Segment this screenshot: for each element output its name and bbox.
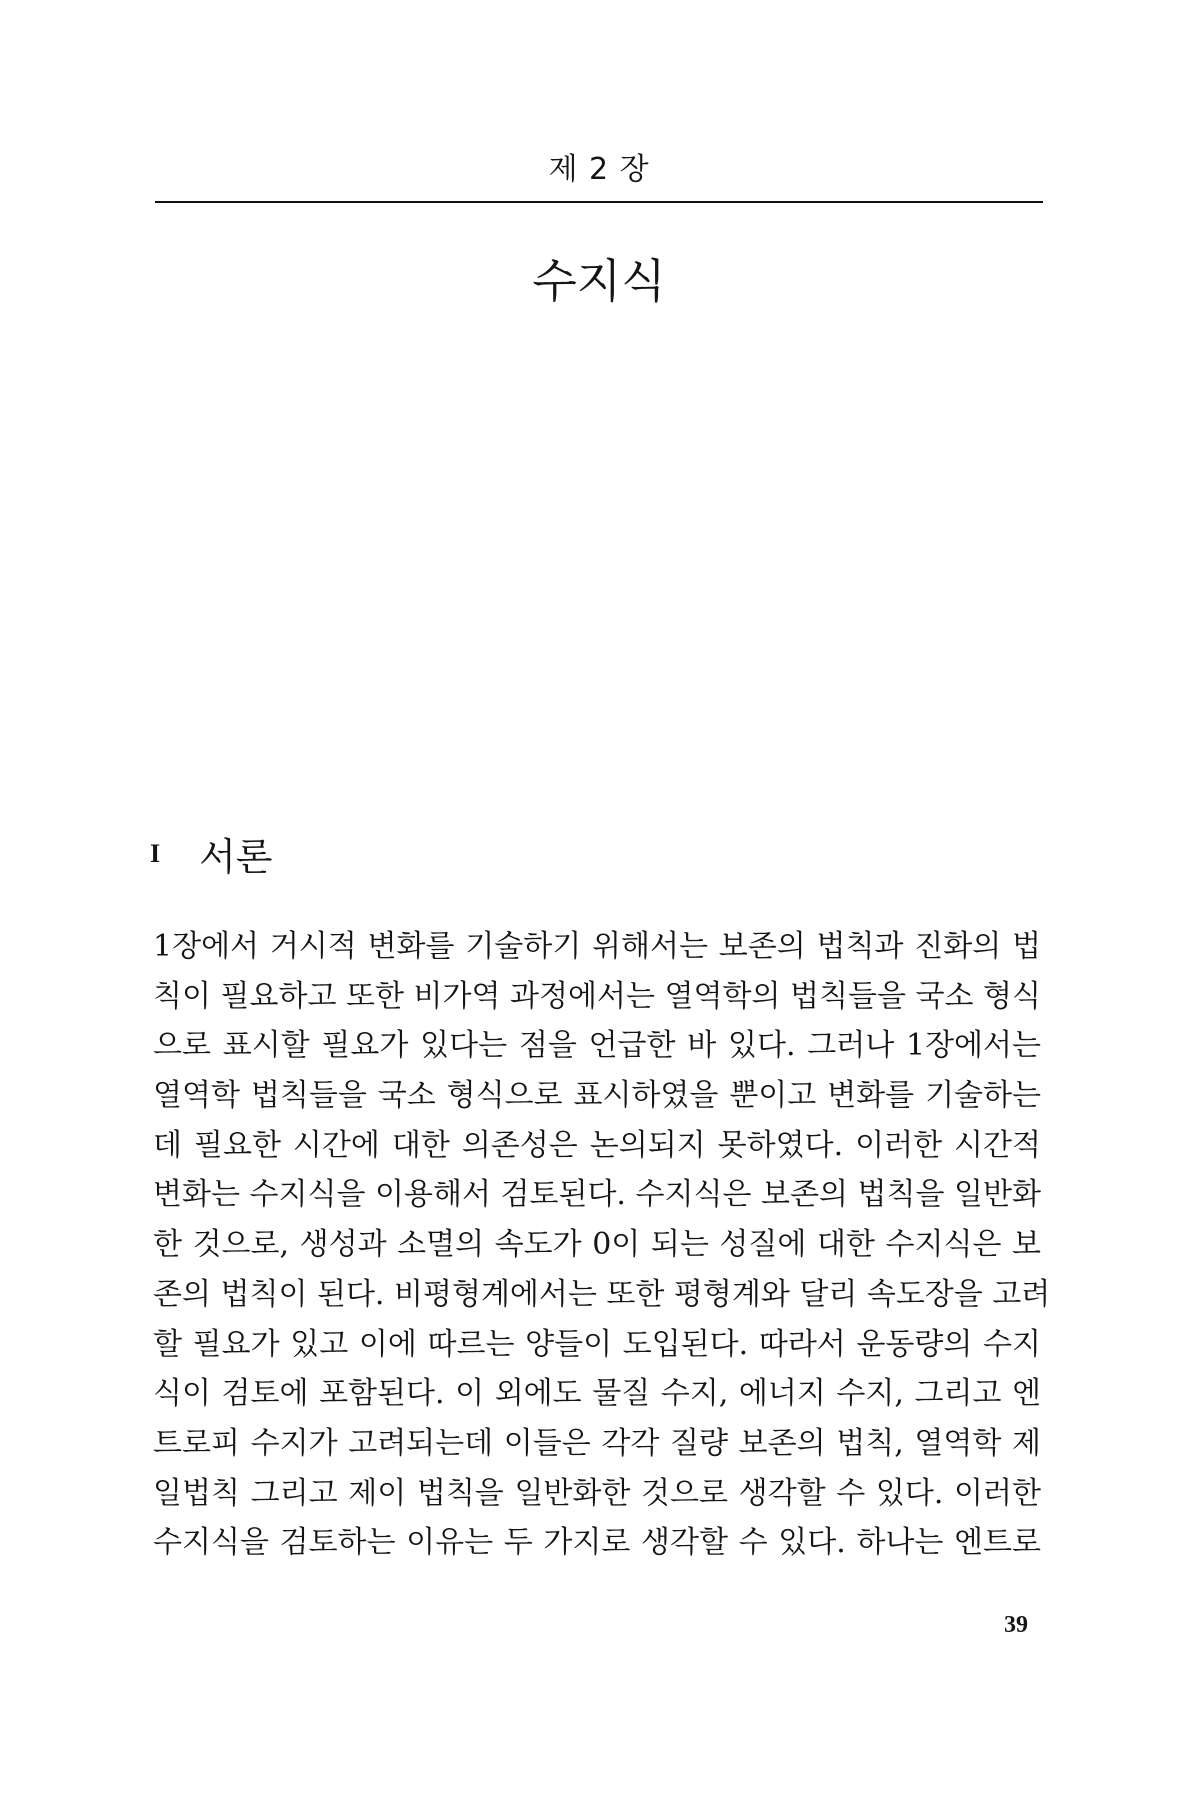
body-line: 칙이 필요하고 또한 비가역 과정에서는 열역학의 법칙들을 국소 형식 bbox=[153, 978, 1041, 1014]
body-line: 변화는 수지식을 이용해서 검토된다. 수지식은 보존의 법칙을 일반화 bbox=[153, 1177, 1041, 1213]
body-line: 트로피 수지가 고려되는데 이들은 각각 질량 보존의 법칙, 열역학 제 bbox=[153, 1425, 1041, 1461]
body-line: 식이 검토에 포함된다. 이 외에도 물질 수지, 에너지 수지, 그리고 엔 bbox=[153, 1376, 1041, 1412]
body-line: 으로 표시할 필요가 있다는 점을 언급한 바 있다. 그러나 1장에서는 bbox=[153, 1028, 1041, 1064]
body-line: 존의 법칙이 된다. 비평형계에서는 또한 평형계와 달리 속도장을 고려 bbox=[153, 1276, 1051, 1312]
body-line: 할 필요가 있고 이에 따르는 양들이 도입된다. 따라서 운동량의 수지 bbox=[153, 1326, 1041, 1362]
body-line: 데 필요한 시간에 대한 의존성은 논의되지 못하였다. 이러한 시간적 bbox=[153, 1127, 1041, 1163]
body-line: 열역학 법칙들을 국소 형식으로 표시하였을 뿐이고 변화를 기술하는 bbox=[153, 1078, 1041, 1114]
section-title: 서론 bbox=[199, 835, 273, 879]
page-number: 39 bbox=[1004, 1612, 1028, 1638]
section-heading bbox=[150, 826, 273, 881]
body-line: 수지식을 검토하는 이유는 두 가지로 생각할 수 있다. 하나는 엔트로 bbox=[153, 1525, 1041, 1561]
section-number: I bbox=[150, 838, 161, 868]
body-line: 일법칙 그리고 제이 법칙을 일반화한 것으로 생각할 수 있다. 이러한 bbox=[153, 1475, 1041, 1511]
chapter-label: 제 2 장 bbox=[548, 152, 650, 187]
body-line: 한 것으로, 생성과 소멸의 속도가 0이 되는 성질에 대한 수지식은 보 bbox=[153, 1227, 1041, 1263]
chapter-divider bbox=[155, 201, 1043, 203]
body-line: 1장에서 거시적 변화를 기술하기 위해서는 보존의 법칙과 진화의 법 bbox=[153, 929, 1041, 964]
body-paragraph bbox=[153, 922, 1051, 1568]
chapter-title: 수지식 bbox=[532, 253, 666, 308]
